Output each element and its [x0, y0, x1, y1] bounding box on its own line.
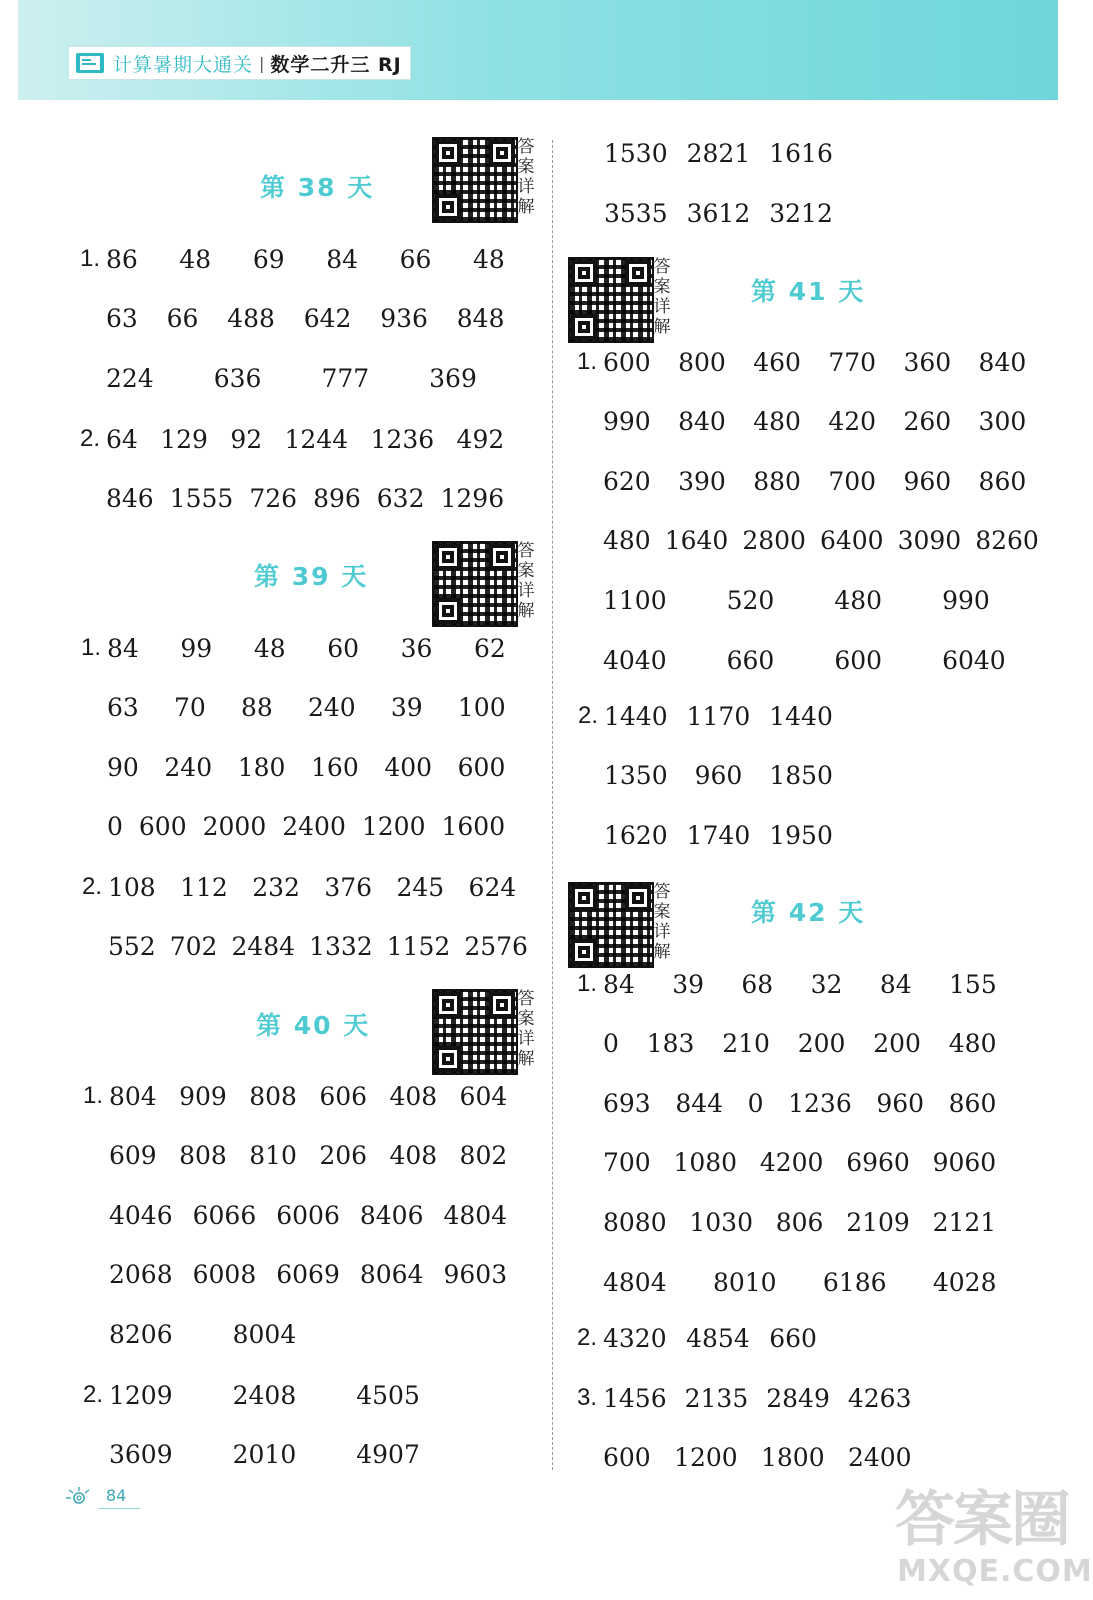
answer-value: 0 — [747, 1088, 764, 1118]
answer-value: 8206 — [109, 1319, 173, 1349]
answer-value: 660 — [726, 645, 775, 675]
answer-value: 1440 — [604, 701, 668, 731]
day-39-q1-row-4 — [107, 807, 507, 847]
answer-value: 846 — [106, 484, 154, 514]
question-number: 1. — [79, 245, 100, 272]
qr-label-day-41: 答案详解 — [653, 257, 671, 337]
answer-value: 4028 — [932, 1267, 997, 1297]
answer-value: 2800 — [742, 526, 806, 556]
answer-value: 960 — [903, 466, 952, 496]
answer-value: 1296 — [440, 484, 505, 514]
answer-value: 183 — [646, 1029, 695, 1059]
answer-value: 66 — [166, 304, 199, 334]
day-41-q1-row-5 — [603, 580, 1028, 620]
answer-value: 1200 — [674, 1443, 738, 1473]
day-39-q1-row-2 — [107, 688, 507, 728]
answer-value: 1209 — [109, 1380, 173, 1410]
answer-value: 1555 — [169, 484, 234, 514]
answer-value: 39 — [390, 693, 423, 723]
day-42-title: 第 42 天 — [751, 898, 866, 927]
day-42-q1-row-3 — [603, 1083, 998, 1123]
answer-value: 960 — [694, 761, 743, 791]
day-41-q2-row-3 — [604, 815, 834, 855]
watermark-logo — [895, 1472, 1093, 1597]
answer-value: 1616 — [769, 138, 833, 168]
answer-value: 0 — [603, 1029, 619, 1059]
subject-label: 数学二升三 RJ — [270, 53, 402, 76]
answer-value: 8080 — [603, 1207, 667, 1237]
answer-value: 806 — [775, 1207, 824, 1237]
qr-code-day-42[interactable] — [568, 882, 654, 968]
answer-value: 180 — [237, 752, 286, 782]
answer-value: 48 — [253, 633, 286, 663]
answer-value: 64 — [106, 424, 138, 454]
answer-value: 624 — [468, 872, 517, 902]
answer-value: 6186 — [822, 1267, 887, 1297]
answer-value: 520 — [726, 585, 775, 615]
answer-value: 8406 — [359, 1200, 424, 1230]
answer-value: 90 — [107, 752, 139, 782]
page-number: 84 — [106, 1486, 127, 1505]
answer-value: 160 — [311, 752, 359, 782]
answer-value: 1030 — [689, 1207, 753, 1237]
answer-value: 1200 — [361, 812, 426, 842]
day-40-q1-row-3 — [109, 1195, 509, 1235]
day-39-q2-row-2 — [108, 927, 528, 967]
question-number: 2. — [577, 702, 598, 729]
answer-value: 420 — [828, 407, 877, 437]
day-38-q2-row-2 — [106, 479, 506, 519]
answer-value: 802 — [459, 1141, 508, 1171]
title-separator: | — [259, 53, 265, 73]
answer-value: 4040 — [603, 645, 667, 675]
day-39-q1-row-1 — [80, 628, 507, 668]
answer-value: 1620 — [604, 820, 668, 850]
answer-value: 9603 — [443, 1260, 508, 1290]
answer-value: 4804 — [603, 1267, 667, 1297]
day-42-q1-row-5 — [603, 1202, 998, 1242]
answer-value: 1530 — [604, 138, 668, 168]
day-41-q1-row-2 — [603, 402, 1028, 442]
answer-value: 84 — [107, 633, 139, 663]
answer-value: 6960 — [846, 1148, 910, 1178]
answer-value: 39 — [672, 969, 705, 999]
answer-value: 68 — [741, 969, 774, 999]
answer-value: 2135 — [684, 1383, 749, 1413]
day-40-title: 第 40 天 — [256, 1011, 371, 1040]
qr-code-day-38[interactable] — [432, 137, 518, 223]
answer-value: 245 — [396, 872, 445, 902]
answer-value: 1332 — [309, 932, 373, 962]
day-39-q2-row-1 — [81, 867, 518, 907]
answer-value: 808 — [179, 1141, 227, 1171]
answer-value: 632 — [376, 484, 425, 514]
answer-value: 1350 — [604, 761, 668, 791]
answer-value: 6066 — [192, 1200, 257, 1230]
day-41-title: 第 41 天 — [751, 277, 866, 306]
day-40-q2-row-3 — [604, 133, 834, 173]
answer-value: 860 — [978, 466, 1027, 496]
day-42-q1-row-1 — [576, 964, 998, 1004]
answer-value: 1800 — [761, 1443, 825, 1473]
answer-value: 840 — [678, 407, 726, 437]
day-40-q2-row-1 — [82, 1375, 509, 1415]
answer-value: 2109 — [846, 1207, 910, 1237]
answer-value: 4320 — [603, 1323, 667, 1353]
answer-value: 48 — [179, 244, 212, 274]
answer-value: 600 — [457, 752, 506, 782]
answer-value: 88 — [241, 693, 273, 723]
answer-value: 702 — [169, 932, 218, 962]
answer-value: 960 — [876, 1088, 925, 1118]
answer-value: 9060 — [932, 1148, 997, 1178]
answer-value: 36 — [400, 633, 433, 663]
answer-value: 260 — [903, 407, 952, 437]
answer-value: 112 — [180, 872, 228, 902]
day-41-q1-row-6 — [603, 640, 1028, 680]
answer-value: 2849 — [766, 1383, 830, 1413]
answer-value: 4046 — [109, 1200, 173, 1230]
day-40-q1-row-2 — [109, 1136, 509, 1176]
answer-value: 86 — [106, 244, 138, 274]
answer-value: 1100 — [603, 585, 667, 615]
answer-value: 224 — [106, 363, 154, 393]
answer-value: 770 — [828, 347, 877, 377]
answer-value: 6008 — [192, 1260, 257, 1290]
answer-value: 840 — [978, 347, 1027, 377]
answer-value: 240 — [308, 693, 356, 723]
answer-value: 609 — [109, 1141, 157, 1171]
answer-value: 3535 — [604, 198, 668, 228]
qr-label-day-39: 答案详解 — [517, 541, 535, 621]
question-number: 2. — [79, 425, 100, 452]
answer-value: 32 — [810, 969, 843, 999]
answer-value: 108 — [108, 872, 156, 902]
answer-value: 693 — [603, 1088, 651, 1118]
answer-value: 1600 — [441, 812, 506, 842]
day-42-q1-row-4 — [603, 1143, 998, 1183]
answer-value: 360 — [903, 347, 952, 377]
question-number: 1. — [576, 348, 597, 375]
answer-value: 844 — [675, 1088, 724, 1118]
answer-value: 60 — [327, 633, 360, 663]
answer-value: 600 — [138, 812, 187, 842]
answer-value: 408 — [389, 1081, 438, 1111]
answer-value: 4200 — [759, 1148, 824, 1178]
question-number: 2. — [81, 873, 102, 900]
answer-value: 2400 — [847, 1443, 912, 1473]
answer-value: 4854 — [686, 1323, 750, 1353]
answer-value: 1440 — [769, 701, 833, 731]
day-41-q1-row-1 — [576, 342, 1028, 382]
answer-value: 1236 — [788, 1088, 852, 1118]
answer-value: 480 — [753, 407, 801, 437]
book-icon — [75, 52, 105, 74]
answer-value: 488 — [227, 304, 275, 334]
qr-code-day-40[interactable] — [432, 989, 518, 1075]
answer-value: 4907 — [356, 1440, 420, 1470]
question-number: 3. — [576, 1384, 597, 1411]
answer-value: 808 — [249, 1081, 297, 1111]
answer-value: 69 — [252, 244, 285, 274]
day-42-q2-row-1 — [576, 1318, 818, 1358]
answer-value: 400 — [384, 752, 433, 782]
series-title: 计算暑期大通关 — [113, 53, 254, 76]
answer-value: 1950 — [769, 820, 833, 850]
answer-value: 1456 — [603, 1383, 667, 1413]
answer-value: 2068 — [109, 1260, 173, 1290]
answer-value: 0 — [107, 812, 123, 842]
day-39-title: 第 39 天 — [254, 562, 369, 591]
answer-value: 810 — [249, 1141, 297, 1171]
answer-value: 206 — [319, 1141, 368, 1171]
answer-value: 63 — [107, 693, 139, 723]
answer-value: 1236 — [370, 424, 435, 454]
answer-value: 990 — [942, 585, 990, 615]
column-divider — [552, 140, 553, 1470]
answer-value: 6400 — [819, 526, 884, 556]
answer-value: 4263 — [847, 1383, 912, 1413]
answer-value: 240 — [164, 752, 213, 782]
day-38-q1-row-3 — [106, 358, 506, 398]
answer-value: 2484 — [231, 932, 296, 962]
qr-label-day-42: 答案详解 — [653, 882, 671, 962]
qr-code-day-39[interactable] — [432, 541, 518, 627]
answer-value: 408 — [389, 1141, 438, 1171]
question-number: 1. — [82, 1082, 103, 1109]
day-39-q1-row-3 — [107, 747, 507, 787]
answer-value: 2000 — [202, 812, 267, 842]
answer-value: 3212 — [769, 198, 833, 228]
answer-value: 2576 — [464, 932, 528, 962]
answer-value: 896 — [313, 484, 361, 514]
day-41-q1-row-4 — [603, 521, 1039, 561]
answer-value: 2400 — [282, 812, 346, 842]
answer-value: 376 — [324, 872, 373, 902]
answer-value: 600 — [834, 645, 883, 675]
answer-value: 3609 — [109, 1440, 173, 1470]
day-40-q2-row-2 — [109, 1435, 509, 1475]
answer-value: 848 — [456, 304, 505, 334]
answer-value: 909 — [179, 1081, 227, 1111]
answer-value: 860 — [948, 1088, 997, 1118]
answer-value: 480 — [948, 1029, 997, 1059]
answer-value: 726 — [249, 484, 298, 514]
answer-value: 2408 — [232, 1380, 297, 1410]
question-number: 2. — [82, 1381, 103, 1408]
answer-value: 6069 — [276, 1260, 340, 1290]
qr-label-day-40: 答案详解 — [517, 989, 535, 1069]
qr-code-day-41[interactable] — [568, 257, 654, 343]
watermark-text-en: MXQE.COM — [897, 1554, 1093, 1589]
answer-value: 70 — [174, 693, 206, 723]
day-41-q2-row-1 — [577, 696, 834, 736]
question-number: 1. — [576, 970, 597, 997]
answer-value: 200 — [873, 1029, 921, 1059]
footer-underline — [98, 1508, 140, 1509]
answer-value: 480 — [834, 585, 883, 615]
answer-value: 1170 — [686, 701, 751, 731]
day-42-q3-row-2 — [603, 1438, 913, 1478]
answer-value: 700 — [828, 466, 877, 496]
answer-value: 604 — [459, 1081, 508, 1111]
day-41-q2-row-2 — [604, 756, 834, 796]
answer-value: 660 — [769, 1323, 817, 1353]
answer-value: 2821 — [686, 138, 751, 168]
answer-value: 84 — [326, 244, 359, 274]
answer-value: 84 — [879, 969, 912, 999]
answer-value: 232 — [252, 872, 300, 902]
answer-value: 48 — [473, 244, 505, 274]
day-42-q1-row-2 — [603, 1024, 998, 1064]
answer-value: 62 — [474, 633, 506, 663]
day-40-q1-row-4 — [109, 1255, 509, 1295]
answer-value: 800 — [678, 347, 726, 377]
question-number: 2. — [576, 1324, 597, 1351]
answer-value: 8010 — [712, 1267, 777, 1297]
day-41-q1-row-3 — [603, 461, 1028, 501]
answer-value: 777 — [321, 363, 370, 393]
answer-value: 4804 — [443, 1200, 508, 1230]
answer-value: 210 — [722, 1029, 770, 1059]
qr-label-day-38: 答案详解 — [517, 137, 535, 217]
watermark-text-cn: 答案圈 — [895, 1485, 1069, 1555]
answer-value: 600 — [603, 347, 651, 377]
answer-value: 8260 — [975, 526, 1039, 556]
answer-value: 880 — [753, 466, 801, 496]
answer-value: 369 — [429, 363, 477, 393]
answer-value: 155 — [949, 969, 997, 999]
answer-value: 700 — [603, 1148, 651, 1178]
answer-value: 1152 — [386, 932, 451, 962]
answer-value: 2010 — [232, 1440, 297, 1470]
answer-value: 492 — [456, 424, 505, 454]
answer-value: 92 — [230, 424, 263, 454]
answer-value: 200 — [797, 1029, 846, 1059]
answer-value: 460 — [753, 347, 801, 377]
answer-value: 390 — [678, 466, 726, 496]
answer-value: 8064 — [359, 1260, 424, 1290]
question-number: 1. — [80, 634, 101, 661]
answer-value: 66 — [399, 244, 432, 274]
answer-value: 606 — [319, 1081, 368, 1111]
answer-value: 1640 — [664, 526, 729, 556]
day-40-q2-row-4 — [604, 193, 834, 233]
answer-value: 804 — [109, 1081, 157, 1111]
answer-value: 620 — [603, 466, 651, 496]
day-42-q1-row-6 — [603, 1262, 998, 1302]
answer-value: 3612 — [686, 198, 751, 228]
answer-value: 642 — [303, 304, 352, 334]
answer-value: 300 — [978, 407, 1027, 437]
answer-value: 600 — [603, 1443, 651, 1473]
answer-value: 1740 — [686, 820, 751, 850]
answer-value: 63 — [106, 304, 138, 334]
day-38-title: 第 38 天 — [260, 173, 375, 202]
answer-value: 6006 — [276, 1200, 340, 1230]
day-38-q1-row-2 — [106, 299, 506, 339]
answer-value: 552 — [108, 932, 156, 962]
answer-value: 990 — [603, 407, 651, 437]
answer-value: 129 — [160, 424, 208, 454]
sun-swirl-icon — [62, 1486, 96, 1508]
day-40-q1-row-5 — [109, 1314, 509, 1354]
answer-value: 100 — [457, 693, 506, 723]
answer-value: 480 — [603, 526, 651, 556]
answer-value: 636 — [213, 363, 262, 393]
answer-value: 84 — [603, 969, 635, 999]
answer-value: 1850 — [769, 761, 833, 791]
day-42-q3-row-1 — [576, 1378, 913, 1418]
answer-value: 2121 — [932, 1207, 997, 1237]
day-38-q1-row-1 — [79, 239, 506, 279]
day-38-q2-row-1 — [79, 419, 506, 459]
answer-value: 6040 — [942, 645, 1006, 675]
answer-value: 4505 — [356, 1380, 420, 1410]
answer-value: 936 — [380, 304, 428, 334]
answer-value: 8004 — [232, 1319, 297, 1349]
header-title-box — [68, 46, 411, 80]
answer-value: 1244 — [284, 424, 349, 454]
day-40-q1-row-1 — [82, 1076, 509, 1116]
answer-value: 99 — [180, 633, 213, 663]
answer-value: 3090 — [897, 526, 962, 556]
answer-value: 1080 — [673, 1148, 738, 1178]
